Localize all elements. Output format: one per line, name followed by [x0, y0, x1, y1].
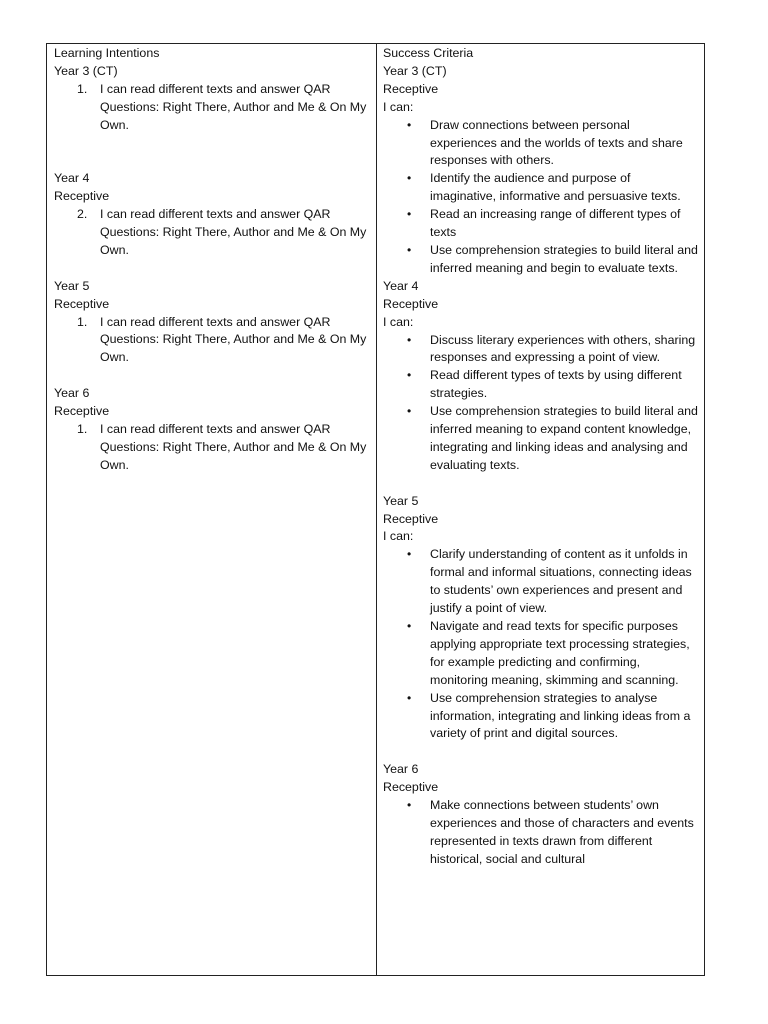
- li-item: [54, 206, 370, 260]
- bullet-icon: •: [407, 798, 412, 813]
- li-item-number: 1.: [77, 81, 88, 96]
- sc-item: [383, 618, 698, 690]
- sc-mode-label: Receptive: [383, 511, 439, 526]
- sc-item: [383, 170, 698, 206]
- sc-year-label: Year 4: [383, 278, 419, 293]
- sc-item-text: Identify the audience and purpose of imaginative, informative and persuasive texts.: [430, 171, 681, 204]
- sc-mode-label: Receptive: [383, 296, 439, 311]
- bullet-icon: •: [407, 117, 412, 132]
- sc-item-text: Make connections between students’ own experiences and those of characters and events represented in texts drawn from different historical, social and cultural: [430, 798, 694, 866]
- sc-prompt: I can:: [383, 314, 414, 329]
- li-list: [54, 314, 370, 368]
- sc-prompt: I can:: [383, 529, 414, 544]
- sc-list: [383, 332, 698, 475]
- sc-section-year4: [383, 278, 698, 475]
- sc-mode-label: Receptive: [383, 81, 439, 96]
- bullet-icon: •: [407, 690, 412, 705]
- sc-item-text: Discuss literary experiences with others, sharing responses and expressing a point of view.: [430, 332, 696, 365]
- sc-list: [383, 546, 698, 743]
- sc-list: [383, 797, 698, 869]
- bullet-icon: •: [407, 332, 412, 347]
- li-section-year3: [54, 63, 370, 135]
- li-item-text: I can read different texts and answer QAR Questions: Right There, Author and Me & On My Own.: [100, 207, 367, 257]
- li-list: [54, 81, 370, 135]
- li-item-text: I can read different texts and answer QAR Questions: Right There, Author and Me & On My Own.: [100, 81, 367, 132]
- sc-item: [383, 206, 698, 242]
- sc-item-text: Use comprehension strategies to analyse information, integrating and linking ideas from a variety of print and digital sources.: [430, 690, 691, 741]
- li-item-number: 1.: [77, 421, 88, 436]
- li-section-year4: [54, 170, 370, 260]
- bullet-icon: •: [407, 547, 412, 562]
- li-section-year5: [54, 278, 370, 368]
- sc-item: [383, 117, 698, 171]
- bullet-icon: •: [407, 404, 412, 419]
- sc-year-label: Year 6: [383, 762, 419, 777]
- success-criteria-heading: Success Criteria: [383, 46, 474, 60]
- sc-item-text: Read different types of texts by using different strategies.: [430, 368, 682, 401]
- sc-section-year6: [383, 761, 698, 868]
- sc-item: [383, 403, 698, 475]
- li-item-number: 1.: [77, 314, 88, 329]
- sc-item: [383, 546, 698, 618]
- spacer: [54, 135, 370, 171]
- learning-intentions-column: [47, 44, 377, 975]
- li-list: [54, 421, 370, 475]
- curriculum-table: [46, 43, 705, 976]
- sc-section-year5: [383, 493, 698, 744]
- sc-item: [383, 242, 698, 278]
- sc-item-text: Clarify understanding of content as it unfolds in formal and informal situations, connecting ideas to students’ own experiences and present and justify a point of view.: [430, 547, 692, 616]
- sc-item: [383, 332, 698, 368]
- sc-prompt: I can:: [383, 99, 414, 114]
- li-section-year6: [54, 385, 370, 475]
- spacer: [54, 367, 370, 385]
- sc-mode-label: Receptive: [383, 780, 439, 795]
- bullet-icon: •: [407, 242, 412, 257]
- bullet-icon: •: [407, 207, 412, 222]
- li-item-text: I can read different texts and answer QAR Questions: Right There, Author and Me & On My Own.: [100, 421, 367, 472]
- sc-item-text: Use comprehension strategies to build literal and inferred meaning and begin to evaluate texts.: [430, 242, 698, 275]
- learning-intentions-heading: Learning Intentions: [54, 46, 160, 60]
- li-year-label: Year 6: [54, 386, 90, 401]
- li-mode-label: Receptive: [54, 296, 110, 311]
- sc-item: [383, 797, 698, 869]
- li-year-label: Year 4: [54, 171, 90, 186]
- spacer: [383, 475, 698, 493]
- li-item: [54, 314, 370, 368]
- li-year-label: Year 5: [54, 278, 90, 293]
- bullet-icon: •: [407, 618, 412, 633]
- li-item: [54, 421, 370, 475]
- sc-item-text: Draw connections between personal experiences and the worlds of texts and share responses with others.: [430, 117, 683, 168]
- sc-list: [383, 117, 698, 278]
- sc-item-text: Navigate and read texts for specific purposes applying appropriate text processing strategies, for example predicting and confirming, monitoring meaning, skimming and scanning.: [430, 618, 690, 687]
- sc-year-label: Year 3 (CT): [383, 63, 447, 78]
- sc-year-label: Year 5: [383, 493, 419, 508]
- sc-item-text: Read an increasing range of different types of texts: [430, 207, 681, 240]
- bullet-icon: •: [407, 368, 412, 383]
- li-item: [54, 81, 370, 135]
- li-year-label: Year 3 (CT): [54, 63, 118, 78]
- bullet-icon: •: [407, 171, 412, 186]
- li-mode-label: Receptive: [54, 189, 110, 204]
- sc-section-year3: [383, 63, 698, 278]
- sc-item: [383, 690, 698, 744]
- success-criteria-column: [377, 44, 704, 975]
- li-mode-label: Receptive: [54, 404, 110, 419]
- spacer: [54, 260, 370, 278]
- sc-item: [383, 367, 698, 403]
- li-list: [54, 206, 370, 260]
- li-item-number: 2.: [77, 207, 88, 222]
- spacer: [383, 743, 698, 761]
- li-item-text: I can read different texts and answer QAR Questions: Right There, Author and Me & On My Own.: [100, 314, 367, 365]
- sc-item-text: Use comprehension strategies to build literal and inferred meaning to expand content knowledge, integrating and linking ideas and analysing and evaluating texts.: [430, 404, 698, 472]
